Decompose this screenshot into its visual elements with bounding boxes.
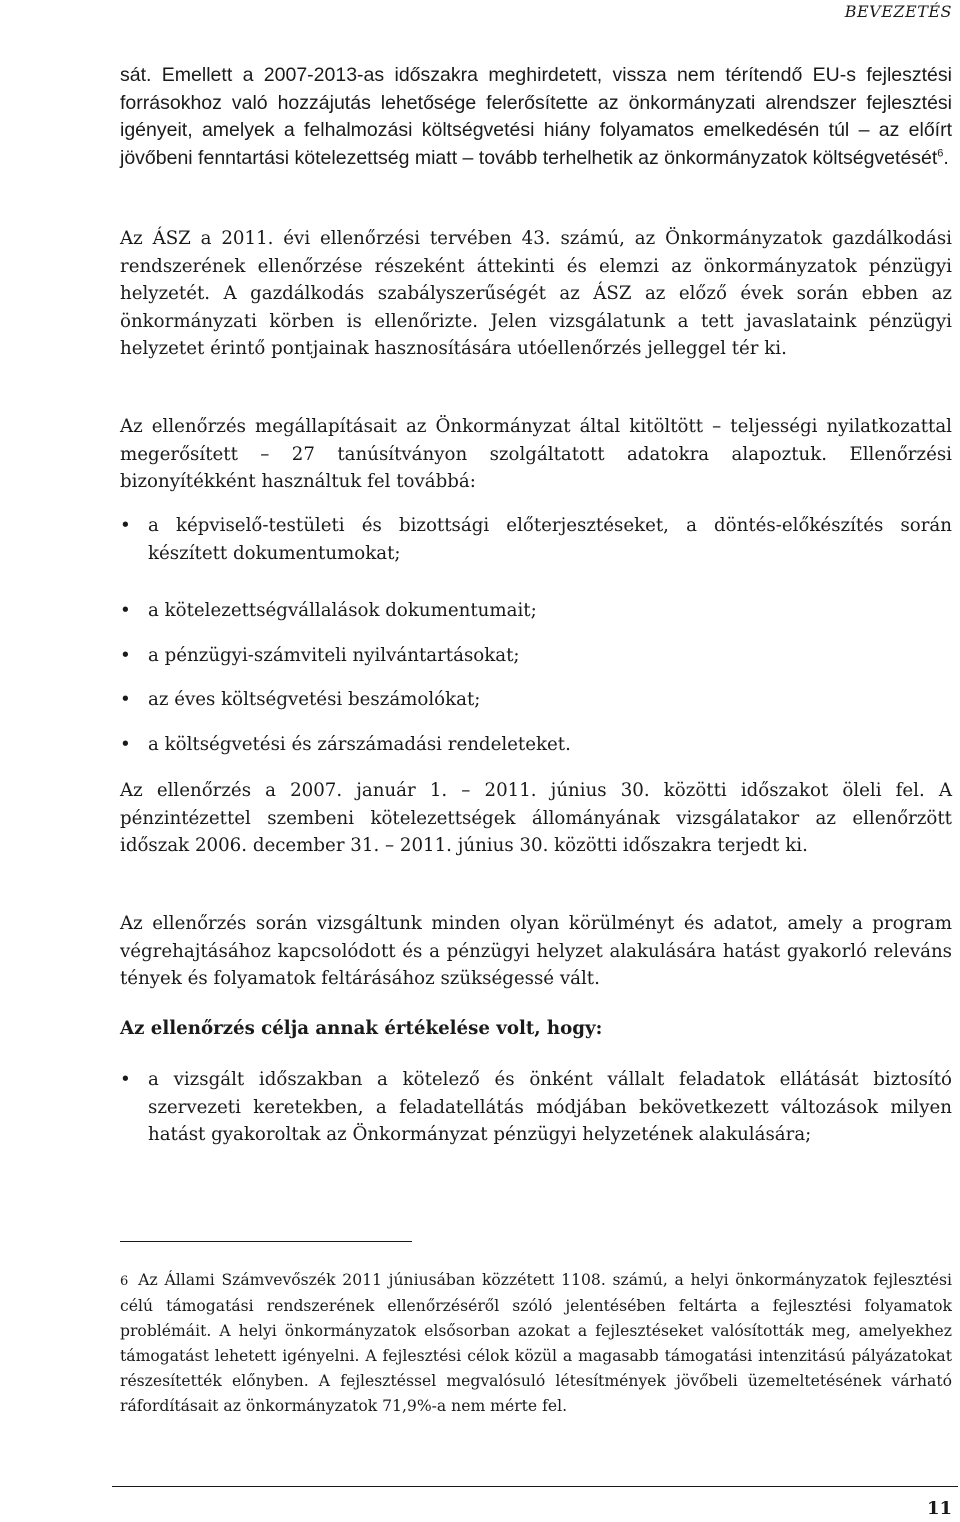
list-item-text: a pénzügyi-számviteli nyilvántartásokat; (148, 644, 520, 666)
bullet-icon: • (120, 689, 131, 710)
list-item (120, 597, 952, 625)
list-item-text: a vizsgált időszakban a kötelező és önként vállalt feladatok ellátását biztosító szervezeti keretekben, a feladatellátás módjában bekövetkezett változások milyen hatást gyakoroltak az Önkormányzat pénzügyi helyzetének alakulására; (148, 1069, 952, 1145)
list-item (120, 512, 952, 567)
bullet-icon: • (120, 600, 131, 621)
goals-list (120, 1066, 952, 1149)
list-item (120, 686, 952, 714)
paragraph-intro-end: . (943, 146, 949, 169)
list-item-text: a kötelezettségvállalások dokumentumait; (148, 600, 537, 621)
footnote-divider (120, 1241, 412, 1242)
bullet-icon: • (120, 1069, 131, 1090)
page-footer-divider (112, 1486, 958, 1487)
paragraph-audit-findings: Az ellenőrzés megállapításait az Önkormányzat által kitöltött – teljességi nyilatkozattal megerősített – 27 tanúsítványon szolgáltatott adatokra alapoztuk. Ellenőrzési bizonyítékként használtuk fel továbbá: (120, 416, 952, 492)
list-item-text: az éves költségvetési beszámolókat; (148, 689, 481, 710)
paragraph-intro-text: sát. Emellett a 2007-2013-as időszakra meghirdetett, vissza nem térítendő EU-s fejlesztési forrásokhoz való hozzájutás lehetősége felerősítette az önkormányzati alrendszer fejlesztési igényeit, amelyek a felhalmozási költségvetési hiány folyamatos emelkedésén túl – az előírt jövőbeni fenntartási kötelezettség miatt – tovább terhelhetik az önkormányzatok költségvetését (120, 64, 952, 169)
paragraph-intro (120, 62, 952, 172)
page-number: 11 (926, 1498, 952, 1519)
bullet-icon: • (120, 733, 131, 755)
paragraph-audit-plan: Az ÁSZ a 2011. évi ellenőrzési tervében 43. számú, az Önkormányzatok gazdálkodási rendszerének ellenőrzése részeként áttekinti és elemzi az önkormányzatok pénzügyi helyzetét. A gazdálkodás szabályszerűségét az ÁSZ az előző évek során ebben az önkormányzati körben is ellenőrizte. Jelen vizsgálatunk a tett javaslataink pénzügyi helyzetet érintő pontjainak hasznosítására utóellenőrzés jelleggel tér ki. (120, 228, 952, 359)
paragraph-audit-period: Az ellenőrzés a 2007. január 1. – 2011. június 30. közötti időszakot öleli fel. A pénzintézettel szembeni kötelezettségek állományának vizsgálatakor az ellenőrzött időszak 2006. december 31. – 2011. június 30. közötti időszakra terjedt ki. (120, 780, 952, 856)
list-item-text: a költségvetési és zárszámadási rendeleteket. (148, 733, 571, 755)
running-header: BEVEZETÉS (844, 2, 952, 21)
footnote-text: Az Állami Számvevőszék 2011 júniusában közzétett 1108. számú, a helyi önkormányzatok fejlesztési célú támogatási rendszerének ellenőrzéséről szóló jelentésében feltárta a fejlesztési folyamatok problémáit. A helyi önkormányzatok elsősorban azokat a fejlesztéseket valósították meg, amelyekhez támogatást lehetett igényelni. A fejlesztési célok közül a magasabb támogatási intenzitású pályázatokat részesítették előnyben. A fejlesztéssel megvalósuló létesítmények jövőbeli üzemeltetésének várható ráfordításait az önkormányzatok 71,9%-a nem mérte fel. (120, 1271, 952, 1415)
paragraph-audit-scope: Az ellenőrzés során vizsgáltunk minden olyan körülményt és adatot, amely a program végrehajtásához kapcsolódott és a pénzügyi helyzet alakulására hatást gyakorló releváns tények és folyamatok feltárásához szükségessé vált. (120, 913, 952, 989)
bullet-icon: • (120, 644, 131, 666)
section-heading: Az ellenőrzés célja annak értékelése volt, hogy: (120, 1018, 603, 1039)
list-item (120, 731, 952, 759)
list-item (120, 642, 952, 670)
footnote-number: 6 (120, 1274, 129, 1289)
footnote (120, 1268, 952, 1419)
list-item-text: a képviselő-testületi és bizottsági előterjesztéseket, a döntés-előkészítés során készített dokumentumokat; (148, 515, 952, 564)
bullet-icon: • (120, 515, 131, 536)
list-item (120, 1066, 952, 1149)
footnote-reference[interactable]: 6 (937, 147, 944, 159)
evidence-list (120, 512, 952, 758)
